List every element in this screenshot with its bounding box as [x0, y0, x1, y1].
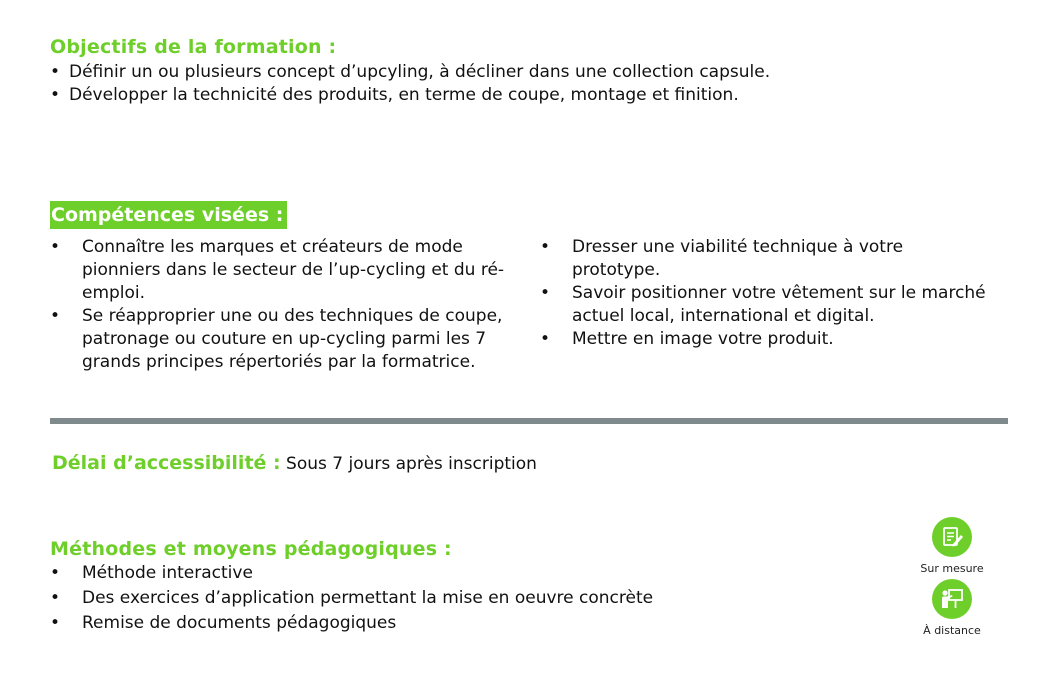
list-item: • Des exercices d’application permettant la mise en oeuvre concrète: [50, 588, 654, 608]
competences-right-list: [540, 236, 990, 351]
teacher-board-icon: [932, 579, 972, 619]
delai-label: Délai d’accessibilité :: [52, 452, 281, 474]
methodes-title: Méthodes et moyens pédagogiques :: [50, 538, 452, 560]
methodes-list: [50, 561, 653, 636]
sur-mesure-badge: [907, 517, 997, 576]
list-item: • Mettre en image votre produit.: [540, 329, 834, 349]
delai-value: Sous 7 jours après inscription: [286, 454, 537, 474]
icon-label: Sur mesure: [920, 562, 984, 575]
list-item: • Méthode interactive: [50, 563, 253, 583]
competences-left-list: [50, 236, 530, 374]
competences-title: Compétences visées :: [50, 201, 287, 229]
delai-line: [52, 451, 537, 476]
icon-label: À distance: [923, 624, 981, 637]
list-item: • Se réapproprier une ou des techniques de coupe, patronage ou couture en up-cycling parmi les 7 grands principes répertoriés par la formatrice.: [50, 306, 503, 372]
list-item: • Développer la technicité des produits, en terme de coupe, montage et finition.: [50, 85, 739, 105]
list-item: • Savoir positionner votre vêtement sur le marché actuel local, international et digital.: [540, 283, 986, 326]
list-item: • Dresser une viabilité technique à votre prototype.: [540, 237, 904, 280]
list-item: • Définir un ou plusieurs concept d’upcyling, à décliner dans une collection capsule.: [50, 62, 771, 82]
list-item: • Connaître les marques et créateurs de mode pionniers dans le secteur de l’up-cycling et du ré-emploi.: [50, 237, 505, 303]
objectifs-list: [50, 61, 770, 107]
section-divider: [50, 418, 1008, 424]
objectifs-title: Objectifs de la formation :: [50, 36, 337, 58]
methodes-section: [50, 538, 653, 636]
document-pen-icon: [932, 517, 972, 557]
competences-left-column: [50, 236, 530, 374]
competences-section: [50, 201, 287, 229]
list-item: • Remise de documents pédagogiques: [50, 613, 397, 633]
objectifs-section: [50, 36, 770, 107]
a-distance-badge: [907, 579, 997, 638]
competences-right-column: [540, 236, 990, 351]
